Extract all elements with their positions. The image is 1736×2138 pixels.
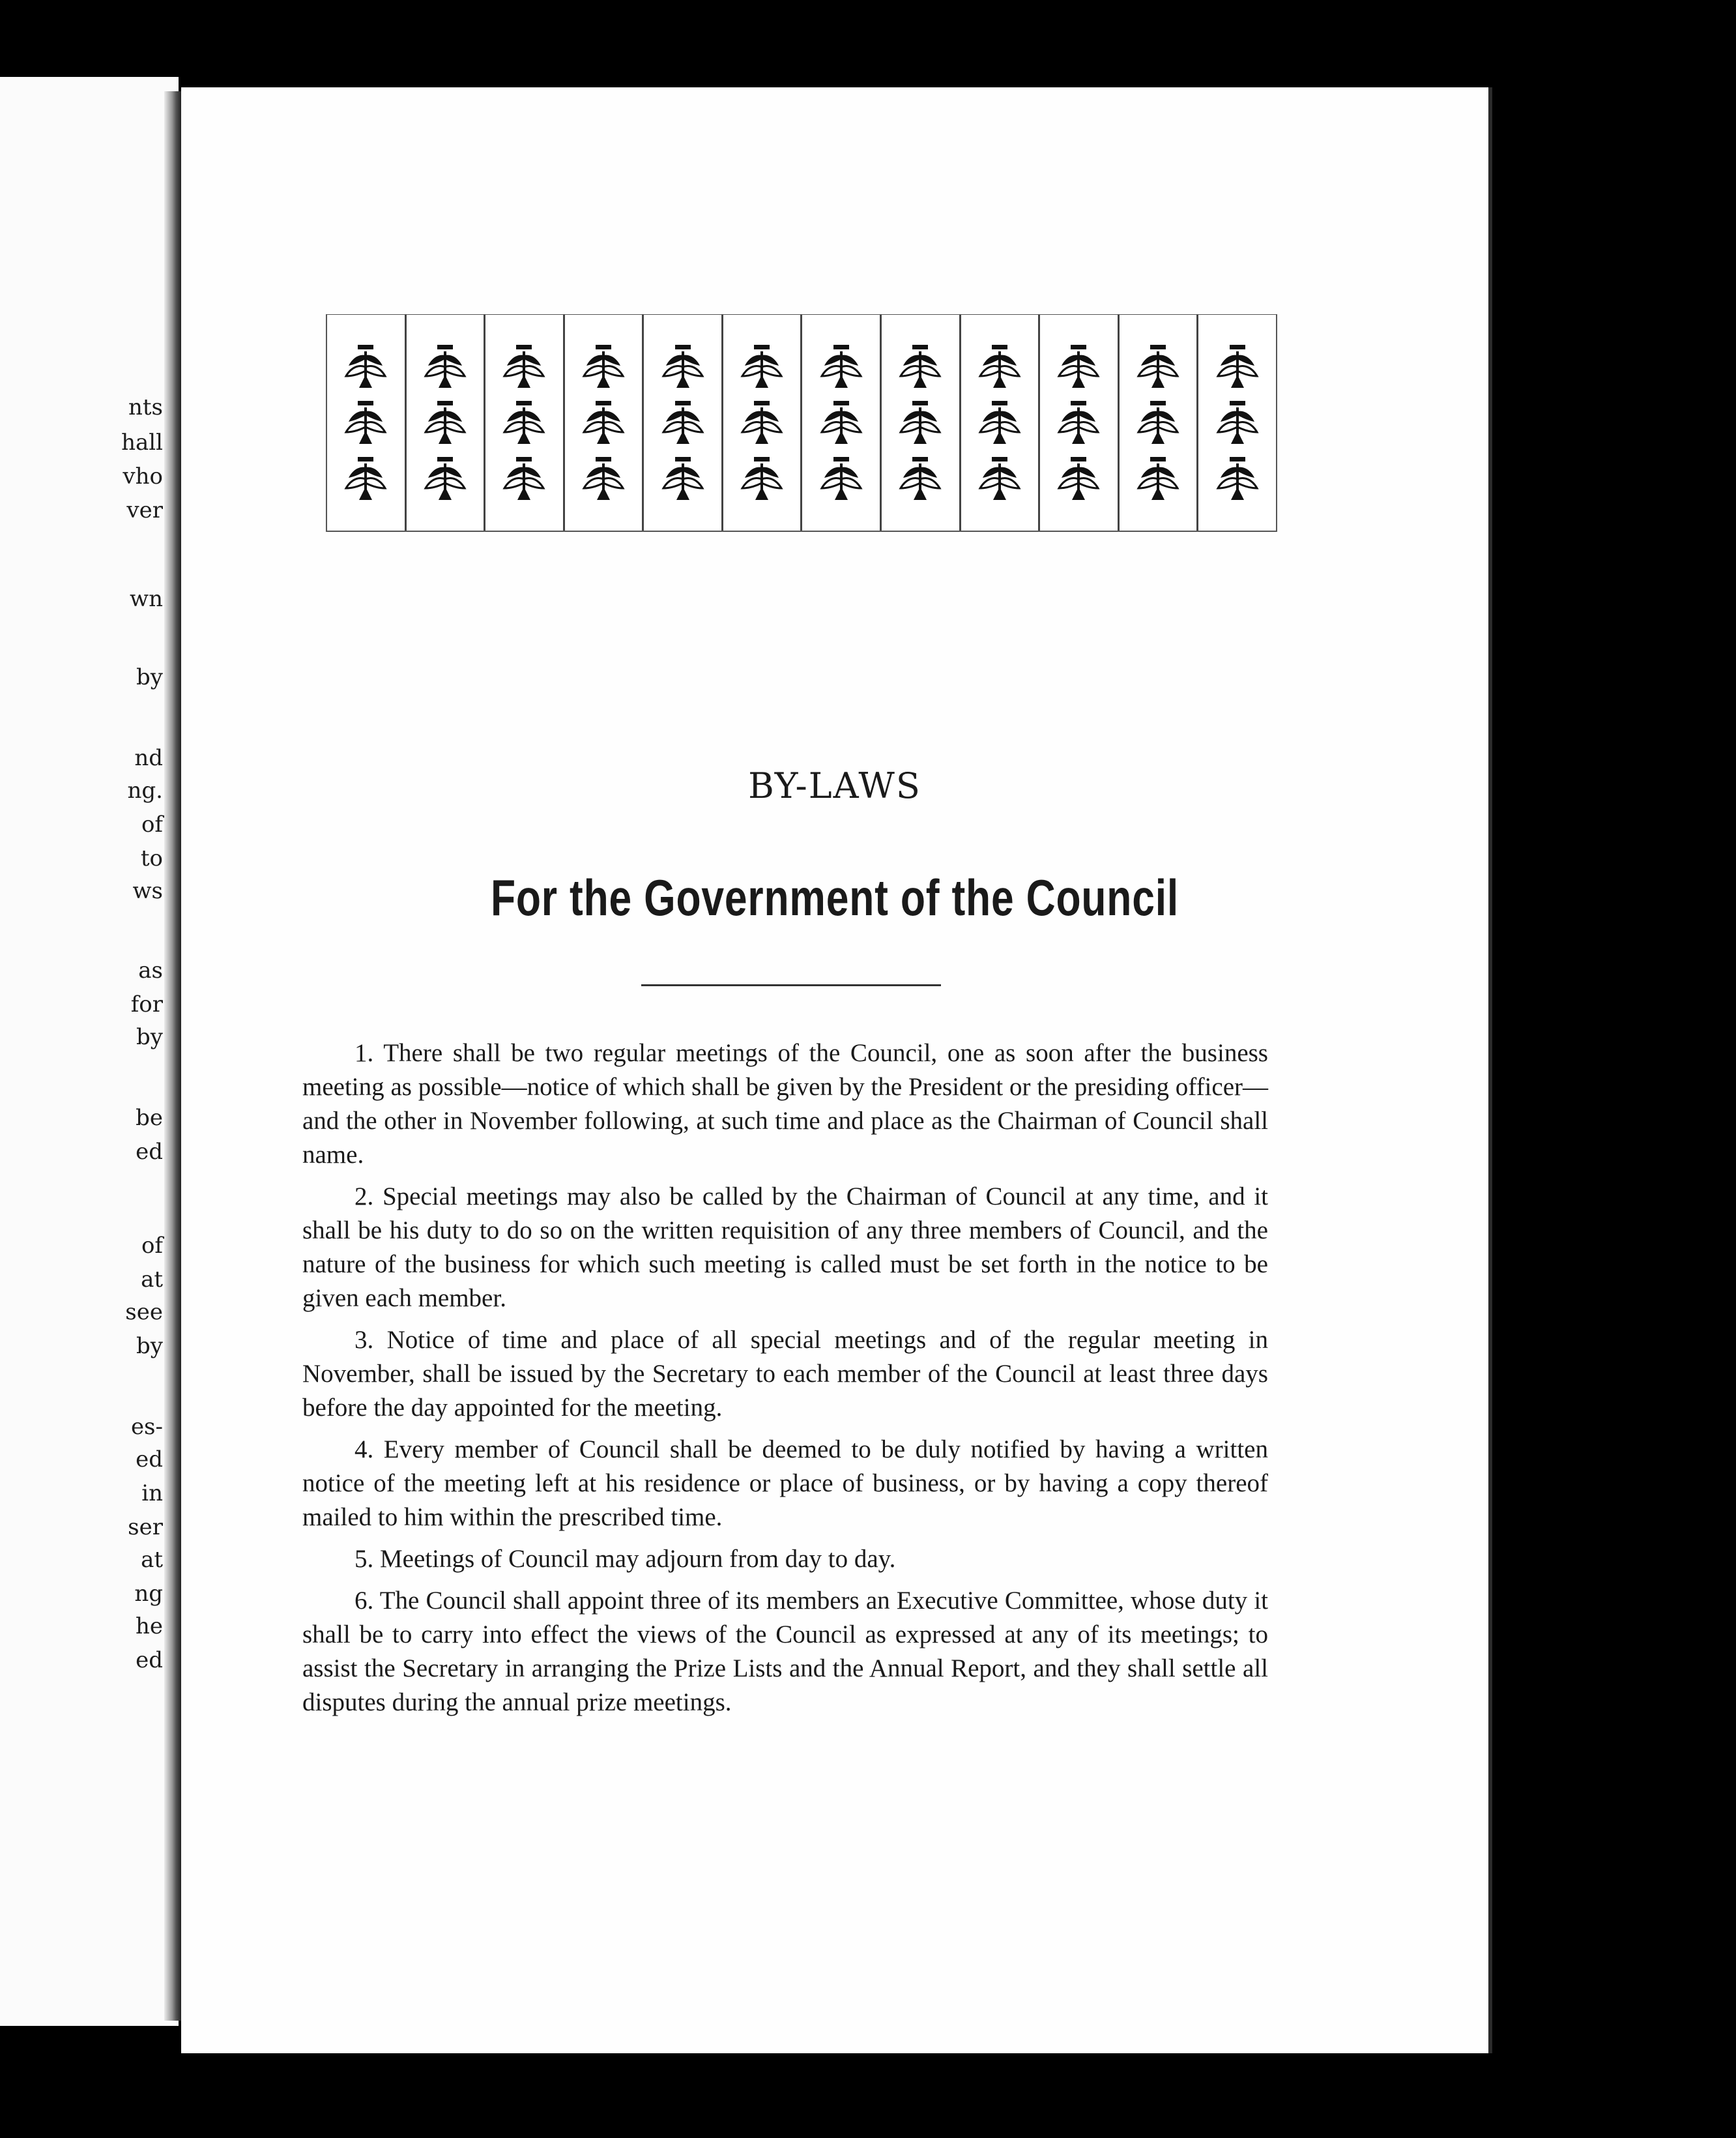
ornament-cell: [485, 315, 565, 531]
left-fragment: ed: [136, 1139, 163, 1165]
bylaw-paragraph: 4. Every member of Council shall be deemed to be duly notified by having a written notice of the meeting left at his residence or place of business, or by having a copy thereof mailed to him within the prescribed time.: [302, 1435, 1268, 1531]
left-fragment: as: [138, 958, 163, 984]
fleur-motif-icon: [815, 341, 867, 393]
left-fragment: for: [130, 991, 163, 1018]
ornament-cell: [882, 315, 961, 531]
left-fragment: hall: [121, 430, 163, 456]
fleur-motif-icon: [419, 397, 471, 449]
bylaw-paragraph: 1. There shall be two regular meetings of the Council, one as soon after the business meeting as possible—notice of which shall be given by the President or the presiding officer—and the other in November following, at such time and place as the Chairman of Council shall name.: [302, 1039, 1268, 1169]
fleur-motif-icon: [419, 453, 471, 505]
left-fragment: of: [141, 812, 163, 838]
fleur-motif-icon: [1211, 453, 1264, 505]
ornament-cell: [644, 315, 723, 531]
fleur-motif-icon: [1132, 397, 1184, 449]
fleur-motif-icon: [1211, 341, 1264, 393]
fleur-motif-icon: [1211, 397, 1264, 449]
ornament-cell: [802, 315, 882, 531]
fleur-motif-icon: [1052, 341, 1105, 393]
left-fragment: to: [140, 845, 163, 871]
ornament-cell: [1040, 315, 1120, 531]
fleur-motif-icon: [340, 453, 392, 505]
ornament-cell: [565, 315, 644, 531]
fleur-motif-icon: [1132, 453, 1184, 505]
left-fragment: nd: [134, 745, 163, 771]
fleur-motif-icon: [815, 397, 867, 449]
left-fragment: ver: [126, 497, 163, 523]
fleur-motif-icon: [974, 453, 1026, 505]
left-fragment: ed: [136, 1647, 163, 1673]
fleur-motif-icon: [657, 397, 709, 449]
ornament-cell: [327, 315, 407, 531]
fleur-motif-icon: [340, 341, 392, 393]
ornamental-header-band: [326, 314, 1277, 532]
ornament-cell: [1198, 315, 1276, 531]
fleur-motif-icon: [736, 341, 788, 393]
fleur-motif-icon: [498, 397, 550, 449]
fleur-motif-icon: [577, 341, 629, 393]
fleur-motif-icon: [974, 341, 1026, 393]
fleur-motif-icon: [419, 341, 471, 393]
fleur-motif-icon: [340, 397, 392, 449]
left-fragment: by: [136, 664, 163, 690]
left-fragment: ng: [134, 1581, 163, 1607]
fleur-motif-icon: [657, 341, 709, 393]
bylaws-body: [302, 1036, 1268, 1727]
left-fragment: es-: [130, 1414, 163, 1440]
left-page-text-fragments: [0, 396, 163, 1700]
left-fragment: in: [141, 1480, 163, 1506]
bylaw-paragraph: 6. The Council shall appoint three of its members an Executive Committee, whose duty it shall be to carry into effect the views of the Council as expressed at any of its meetings; to assist the Secretary in arranging the Prize Lists and the Annual Report, and they shall settle all disputes during the annual prize meetings.: [302, 1587, 1268, 1716]
page-title: BY-LAWS: [748, 765, 921, 806]
ornament-cell: [723, 315, 803, 531]
left-fragment: by: [136, 1333, 163, 1359]
ornament-cell: [1120, 315, 1199, 531]
left-fragment: ws: [132, 878, 163, 904]
fleur-motif-icon: [577, 397, 629, 449]
left-fragment: he: [135, 1613, 163, 1639]
document-page: [181, 87, 1488, 2053]
fleur-motif-icon: [577, 453, 629, 505]
left-fragment: see: [125, 1299, 163, 1325]
title-divider: [641, 984, 941, 986]
left-fragment: wn: [130, 586, 163, 612]
fleur-motif-icon: [974, 397, 1026, 449]
fleur-motif-icon: [894, 341, 946, 393]
ornament-cell: [407, 315, 486, 531]
left-fragment: nts: [128, 394, 163, 420]
left-facing-page: [0, 77, 179, 2026]
fleur-motif-icon: [736, 397, 788, 449]
fleur-motif-icon: [657, 453, 709, 505]
ornament-cell: [961, 315, 1041, 531]
left-fragment: be: [136, 1105, 163, 1131]
bylaw-paragraph: 3. Notice of time and place of all special meetings and of the regular meeting in November, shall be issued by the Secretary to each member of the Council at least three days before the day appointed for the meeting.: [302, 1326, 1268, 1422]
left-fragment: vho: [123, 463, 163, 490]
left-fragment: ser: [128, 1514, 163, 1540]
left-fragment: by: [136, 1024, 163, 1050]
left-fragment: of: [141, 1233, 163, 1259]
book-gutter: [164, 91, 181, 2021]
left-fragment: ed: [136, 1446, 163, 1472]
fleur-motif-icon: [1052, 397, 1105, 449]
fleur-motif-icon: [498, 453, 550, 505]
left-fragment: ng.: [127, 778, 163, 804]
bylaw-paragraph: 5. Meetings of Council may adjourn from day to day.: [354, 1545, 896, 1573]
fleur-motif-icon: [894, 453, 946, 505]
fleur-motif-icon: [1132, 341, 1184, 393]
fleur-motif-icon: [815, 453, 867, 505]
bylaw-paragraph: 2. Special meetings may also be called by the Chairman of Council at any time, and it shall be his duty to do so on the written requisition of any three members of Council, and the nature of the business for which such meeting is called must be set forth in the notice to be given each member.: [302, 1182, 1268, 1312]
page-subtitle: For the Government of the Council: [490, 869, 1179, 926]
fleur-motif-icon: [894, 397, 946, 449]
fleur-motif-icon: [498, 341, 550, 393]
fleur-motif-icon: [736, 453, 788, 505]
left-fragment: at: [141, 1267, 163, 1293]
left-fragment: at: [141, 1547, 163, 1573]
fleur-motif-icon: [1052, 453, 1105, 505]
